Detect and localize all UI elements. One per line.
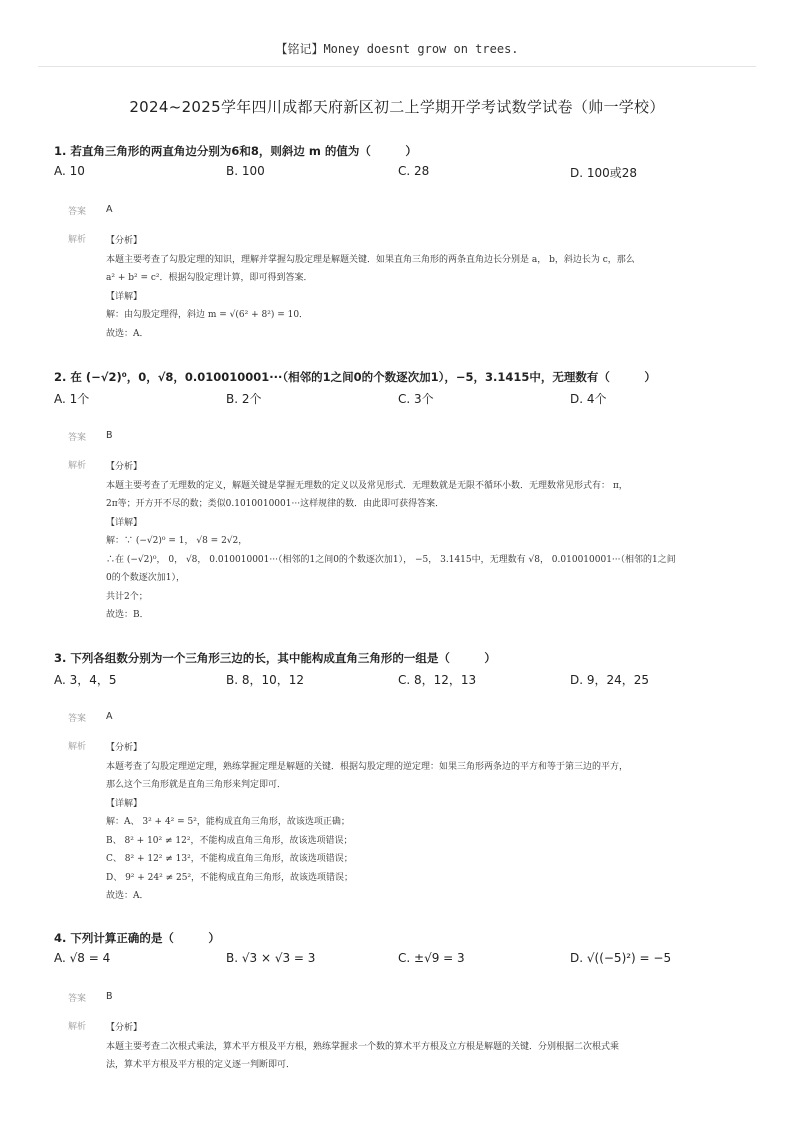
options-row — [54, 951, 754, 971]
header-note: 【铭记】Money doesnt grow on trees. — [275, 42, 519, 56]
analysis-line: 本题主要考查了勾股定理的知识，理解并掌握勾股定理是解题关键．如果直角三角形的两条直角边长分别是 a， b，斜边长为 c，那么 — [106, 254, 635, 265]
answer-label: 答案 — [68, 714, 87, 724]
analysis-line: ∴在 (−√2)⁰， 0， √8， 0.010010001···（相邻的1之间0的个数逐次加1）， −5， 3.1415中，无理数有 √8， 0.010010001···（相邻的1之间 — [106, 554, 676, 565]
analysis-line: 【分析】 — [106, 1023, 143, 1033]
analysis-line: 【分析】 — [106, 462, 143, 472]
analysis-line: 0的个数逐次加1）， — [106, 573, 185, 583]
answer-value: B — [106, 991, 113, 1002]
option-d: D. 100或28 — [570, 166, 638, 180]
analysis-section — [54, 232, 754, 343]
analysis-line: 解：由勾股定理得，斜边 m = √(6² + 8²) = 10． — [106, 310, 309, 320]
analysis-line: C、 8² + 12² ≠ 13²，不能构成直角三角形，故该选项错误； — [106, 854, 353, 864]
analysis-label: 解析 — [68, 1022, 87, 1032]
answer-row — [54, 430, 754, 446]
question-3 — [54, 649, 754, 906]
analysis-line: 本题主要考查了无理数的定义，解题关键是掌握无理数的定义以及常见形式．无理数就是无限不循环小数．无理数常见形式有： π， — [106, 480, 628, 491]
answer-value: A — [106, 204, 113, 215]
option-c: C. ±√9 = 3 — [398, 951, 465, 965]
analysis-line: 【详解】 — [106, 291, 143, 302]
analysis-body — [106, 458, 726, 625]
analysis-body — [106, 739, 726, 906]
question-stem: 2. 在 (−√2)⁰，0，√8，0.010010001···（相邻的1之间0的个数逐次加1），−5，3.1415中，无理数有（ ） — [54, 370, 656, 384]
analysis-section — [54, 739, 754, 906]
options-row — [54, 164, 754, 184]
question-stem: 3. 下列各组数分别为一个三角形三边的长，其中能构成直角三角形的一组是（ ） — [54, 651, 496, 665]
analysis-section — [54, 1019, 754, 1075]
analysis-line: 本题主要考查二次根式乘法，算术平方根及平方根，熟练掌握求一个数的算术平方根及立方根是解题的关键．分别根据二次根式乘 — [106, 1041, 620, 1052]
option-d: D. 4个 — [570, 392, 607, 406]
option-a: A. 1个 — [54, 392, 90, 406]
option-c: C. 3个 — [398, 392, 434, 406]
option-c: C. 8，12，13 — [398, 673, 477, 687]
analysis-line: D、 9² + 24² ≠ 25²，不能构成直角三角形，故该选项错误； — [106, 872, 354, 883]
answer-value: B — [106, 430, 113, 441]
analysis-label: 解析 — [68, 742, 87, 752]
option-b: B. 100 — [226, 164, 265, 178]
analysis-line: 故选：B． — [106, 610, 149, 620]
analysis-line: 2π等；开方开不尽的数；类似0.1010010001···这样规律的数．由此即可获得答案． — [106, 499, 445, 509]
analysis-line: 【详解】 — [106, 798, 143, 809]
answer-label: 答案 — [68, 994, 87, 1004]
option-d: D. √((−5)²) = −5 — [570, 951, 672, 965]
answer-label: 答案 — [68, 433, 87, 443]
document-title: 2024~2025学年四川成都天府新区初二上学期开学考试数学试卷（帅一学校） — [129, 98, 665, 116]
header-divider — [38, 66, 756, 67]
option-a: A. 3，4，5 — [54, 673, 117, 687]
analysis-line: 故选：A． — [106, 328, 149, 339]
question-2 — [54, 368, 754, 625]
analysis-line: 解：A、 3² + 4² = 5²，能构成直角三角形，故该选项正确； — [106, 817, 350, 827]
option-a: A. 10 — [54, 164, 85, 178]
analysis-line: 解：∵ (−√2)⁰ = 1， √8 = 2√2， — [106, 536, 248, 546]
answer-row — [54, 204, 754, 220]
analysis-line: 【详解】 — [106, 517, 143, 528]
question-1 — [54, 142, 754, 343]
analysis-label: 解析 — [68, 235, 87, 245]
answer-row — [54, 711, 754, 727]
answer-value: A — [106, 711, 113, 722]
answer-row — [54, 991, 754, 1007]
analysis-line: 那么这个三角形就是直角三角形来判定即可． — [106, 780, 287, 790]
option-b: B. √3 × √3 = 3 — [226, 951, 316, 965]
option-b: B. 2个 — [226, 392, 262, 406]
analysis-body — [106, 1019, 726, 1075]
options-row — [54, 390, 754, 410]
analysis-body — [106, 232, 726, 343]
option-d: D. 9，24，25 — [570, 673, 650, 687]
question-stem: 1. 若直角三角形的两直角边分别为6和8，则斜边 m 的值为（ ） — [54, 144, 417, 158]
analysis-line: 【分析】 — [106, 743, 143, 753]
question-stem: 4. 下列计算正确的是（ ） — [54, 931, 220, 945]
option-c: C. 28 — [398, 164, 430, 178]
option-a: A. √8 = 4 — [54, 951, 111, 965]
analysis-line: 共计2个； — [106, 591, 148, 602]
analysis-line: 【分析】 — [106, 236, 143, 246]
option-b: B. 8，10，12 — [226, 673, 305, 687]
analysis-line: a² + b² = c²．根据勾股定理计算，即可得到答案． — [106, 273, 313, 283]
question-4 — [54, 929, 754, 1075]
options-row — [54, 671, 754, 691]
analysis-line: 故选：A． — [106, 891, 149, 901]
analysis-line: B、 8² + 10² ≠ 12²，不能构成直角三角形，故该选项错误； — [106, 835, 353, 846]
analysis-line: 本题考查了勾股定理逆定理，熟练掌握定理是解题的关键．根据勾股定理的逆定理：如果三角形两条边的平方和等于第三边的平方， — [106, 761, 629, 772]
analysis-label: 解析 — [68, 461, 87, 471]
analysis-section — [54, 458, 754, 625]
answer-label: 答案 — [68, 207, 87, 217]
analysis-line: 法，算术平方根及平方根的定义逐一判断即可． — [106, 1060, 296, 1070]
